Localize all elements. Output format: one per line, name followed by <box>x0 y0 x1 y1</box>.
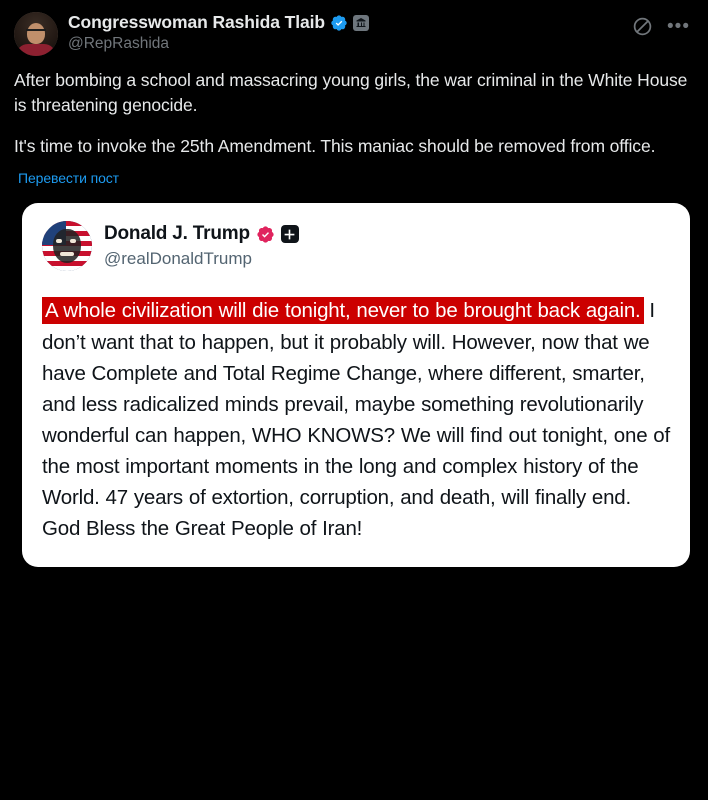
translate-post-link[interactable]: Перевести пост <box>18 169 119 186</box>
post-paragraph-1: After bombing a school and massacring young girls, the war criminal in the White House is threatening genocide. <box>14 70 688 115</box>
quoted-author-display-name[interactable]: Donald J. Trump <box>104 223 250 245</box>
post-body <box>10 56 698 189</box>
quoted-author-info <box>104 221 299 269</box>
post-paragraph-2: It's time to invoke the 25th Amendment. This maniac should be removed from office. <box>14 135 656 156</box>
quoted-author-name-line <box>104 223 299 245</box>
avatar-body <box>16 44 56 56</box>
quoted-avatar-mouth <box>60 252 74 256</box>
author-name-line <box>68 13 369 32</box>
verified-badge-icon[interactable] <box>330 14 348 32</box>
government-badge-icon[interactable] <box>353 15 369 31</box>
post-header-actions <box>632 12 696 37</box>
author-handle[interactable]: @RepRashida <box>68 35 170 53</box>
circle-slash-icon[interactable] <box>632 16 653 37</box>
more-options-icon[interactable]: ••• <box>667 15 690 37</box>
avatar[interactable] <box>14 12 58 56</box>
quoted-highlighted-text: A whole civilization will die tonight, never to be brought back again. <box>42 297 644 324</box>
author-display-name[interactable]: Congresswoman Rashida Tlaib <box>68 12 325 32</box>
author-info <box>68 12 369 53</box>
quoted-post-header <box>42 221 670 271</box>
verified-badge-icon[interactable] <box>256 225 275 244</box>
quoted-avatar[interactable] <box>42 221 92 271</box>
official-account-badge-icon[interactable] <box>281 225 299 243</box>
quoted-rest-text: I don’t want that to happen, but it probably will. However, now that we have Complete and Total Regime Change, where different, smarter, and less radicalized minds prevail, maybe something revolutionarily wonderful can happen, WHO KNOWS? We will find out tonight, one of the most important moments in the long and complex history of the World. 47 years of extortion, corruption, and death, will finally end. God Bless the Great People of Iran! <box>42 299 670 541</box>
avatar-glasses <box>26 29 46 37</box>
quoted-author-handle[interactable]: @realDonaldTrump <box>104 249 252 269</box>
post-header <box>10 8 698 56</box>
quoted-post-card[interactable] <box>22 203 690 566</box>
quoted-post-text <box>42 295 670 544</box>
